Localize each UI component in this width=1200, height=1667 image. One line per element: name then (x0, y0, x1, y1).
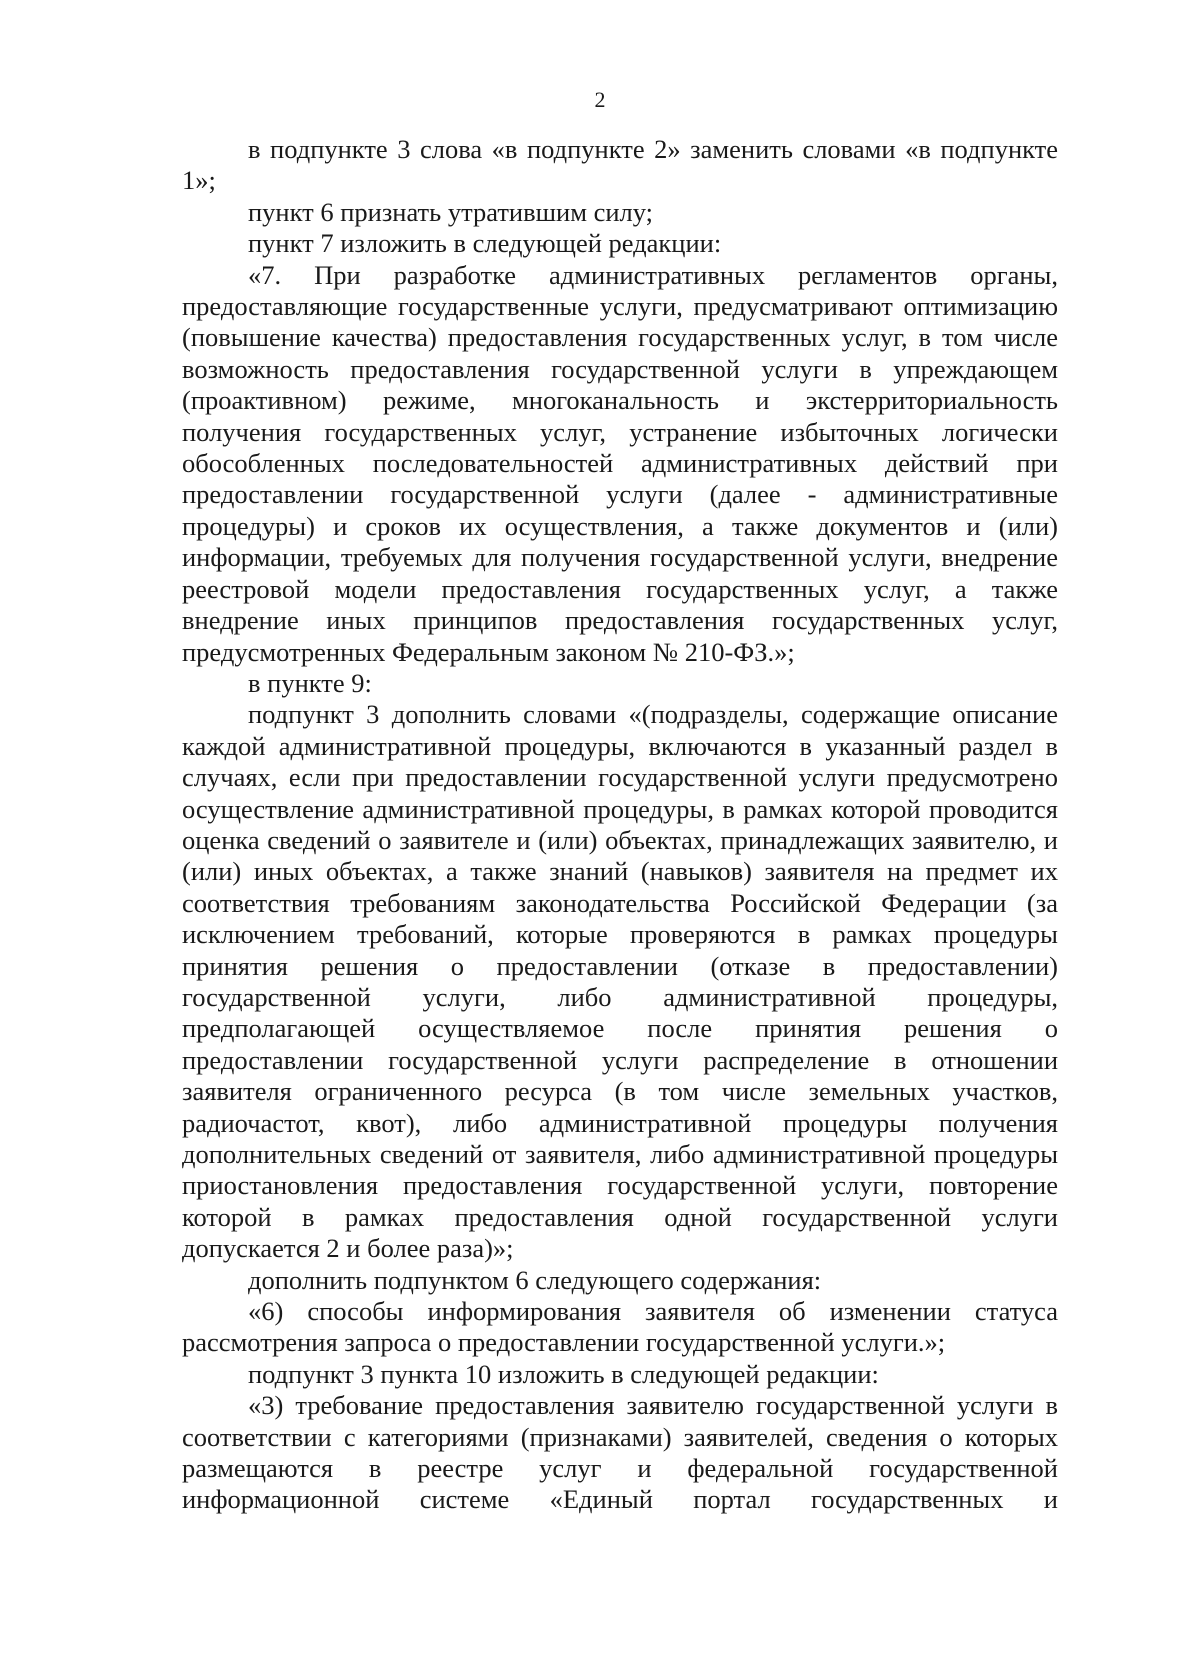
paragraph: в подпункте 3 слова «в подпункте 2» заменить словами «в подпункте 1»; (182, 134, 1058, 196)
paragraph: подпункт 3 пункта 10 изложить в следующей редакции: (248, 1358, 879, 1389)
paragraph: подпункт 3 дополнить словами «(подразделы, содержащие описание каждой административной процедуры, включаются в указанный раздел в случаях, если при предоставлении государственной услуги предусмотрено осуществление административной процедуры, в рамках которой проводится оценка сведений о заявителе и (или) объектах, принадлежащих заявителю, и (или) иных объектах, а также знаний (навыков) заявителя на предмет их соответствия требованиям законодательства Российской Федерации (за исключением требований, которые проверяются в рамках процедуры принятия решения о предоставлении (отказе в предоставлении) государственной услуги, либо административной процедуры, предполагающей осуществляемое после принятия решения о предоставлении государственной услуги распределение в отношении заявителя ограниченного ресурса (в том числе земельных участков, радиочастот, квот), либо административной процедуры получения дополнительных сведений от заявителя, либо административной процедуры приостановления предоставления государственной услуги, повторение которой в рамках предоставления одной государственной услуги допускается 2 и более раза)»; (182, 699, 1058, 1264)
document-body (182, 134, 1058, 1516)
paragraph: пункт 6 признать утратившим силу; (248, 196, 654, 227)
paragraph: пункт 7 изложить в следующей редакции: (248, 228, 722, 259)
paragraph: в пункте 9: (248, 667, 372, 698)
paragraph: «6) способы информирования заявителя об изменении статуса рассмотрения запроса о предоставлении государственной услуги.»; (182, 1296, 1058, 1358)
page-number: 2 (594, 87, 606, 112)
paragraph: «3) требование предоставления заявителю государственной услуги в соответствии с категориями (признаками) заявителей, сведения о которых размещаются в реестре услуг и федеральной государственной информационной системе «Единый портал государственных и (182, 1390, 1058, 1515)
paragraph: «7. При разработке административных регламентов органы, предоставляющие государственные услуги, предусматривают оптимизацию (повышение качества) предоставления государственных услуг, в том числе возможность предоставления государственной услуги в упреждающем (проактивном) режиме, многоканальность и экстерриториальность получения государственных услуг, устранение избыточных логически обособленных последовательностей административных действий при предоставлении государственной услуги (далее - административные процедуры) и сроков их осуществления, а также документов и (или) информации, требуемых для получения государственной услуги, внедрение реестровой модели предоставления государственных услуг, а также внедрение иных принципов предоставления государственных услуг, предусмотренных Федеральным законом № 210-ФЗ.»; (182, 259, 1058, 667)
paragraph: дополнить подпунктом 6 следующего содержания: (248, 1264, 822, 1295)
